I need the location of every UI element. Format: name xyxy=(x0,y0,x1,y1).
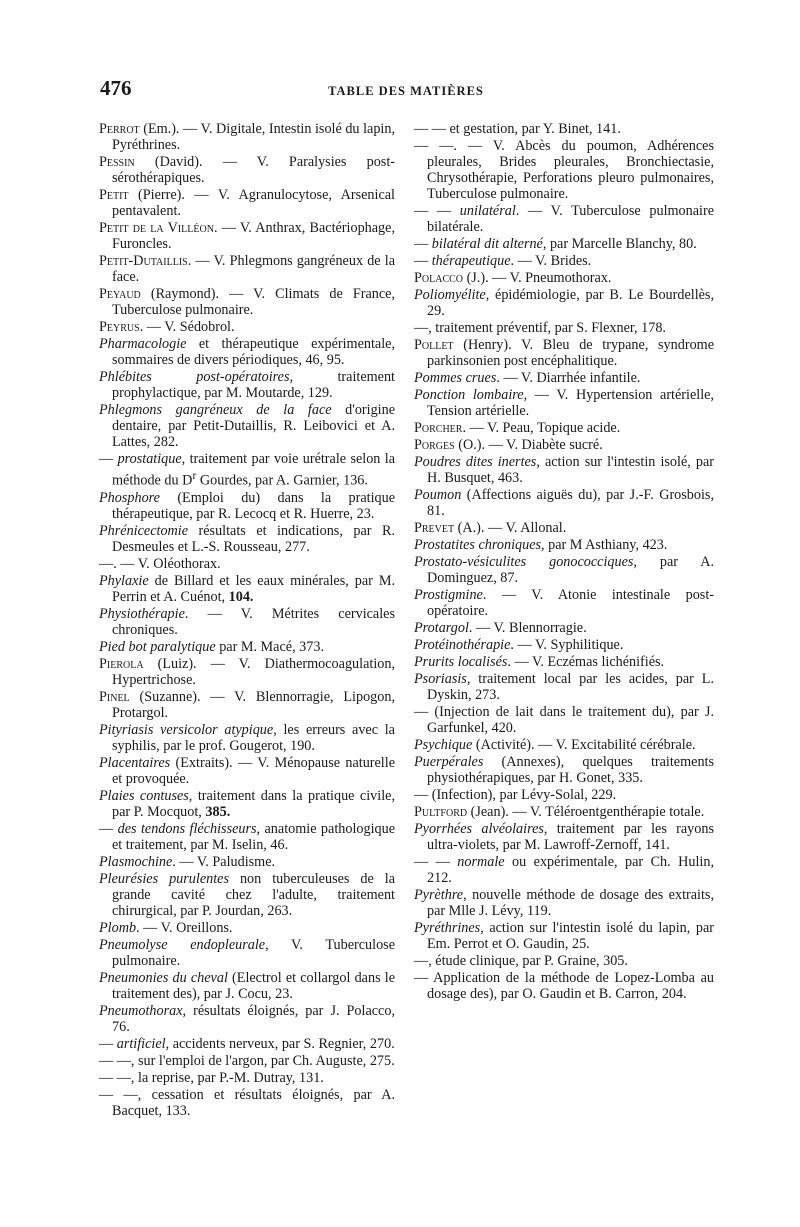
index-entry: Pneumonies du cheval (Electrol et collargol dans le traitement des), par J. Cocu, 23. xyxy=(99,969,395,1002)
running-title: TABLE DES MATIÈRES xyxy=(328,84,484,98)
index-entry: Porges (O.). — V. Diabète sucré. xyxy=(414,437,603,453)
index-entry: — —. — V. Abcès du poumon, Adhérences pleurales, Brides pleurales, Bronchiectasie, Chrysothérapie, Perforations pleuro pulmonaires, Tuberculose pulmonaire. xyxy=(414,138,714,202)
index-entry: Pneumothorax, résultats éloignés, par J. Polacco, 76. xyxy=(99,1002,395,1035)
index-entry: Plasmochine. — V. Paludisme. xyxy=(99,853,276,870)
index-entry: — (Injection de lait dans le traitement du), par J. Garfunkel, 420. xyxy=(414,704,714,736)
index-entry: Peyaud (Raymond). — V. Climats de France, Tuberculose pulmonaire. xyxy=(99,286,395,318)
index-entry: Pleurésies purulentes non tuberculeuses de la grande cavité chez l'adulte, traitement chirurgical, par P. Jourdan, 263. xyxy=(99,870,395,919)
index-entry: — — unilatéral. — V. Tuberculose pulmonaire bilatérale. xyxy=(414,203,715,235)
index-entry: Psoriasis, traitement local par les acides, par L. Dyskin, 273. xyxy=(414,671,714,703)
index-entry: — thérapeutique. — V. Brides. xyxy=(414,253,592,269)
index-entry: Pied bot paralytique par M. Macé, 373. xyxy=(99,638,324,655)
index-entry: —, étude clinique, par P. Graine, 305. xyxy=(414,953,628,969)
index-entry: Porcher. — V. Peau, Topique acide. xyxy=(414,420,621,436)
index-entry: Phylaxie de Billard et les eaux minérales, par M. Perrin et A. Cuénot, 104. xyxy=(99,572,395,605)
index-entry: — Application de la méthode de Lopez-Lomba au dosage des), par O. Gaudin et B. Carron, 204. xyxy=(414,970,714,1002)
index-entry: Placentaires (Extraits). — V. Ménopause naturelle et provoquée. xyxy=(99,754,395,787)
index-entry: Prurits localisés. — V. Eczémas lichénifiés. xyxy=(414,654,665,670)
index-entry: Ponction lombaire, — V. Hypertension artérielle, Tension artérielle. xyxy=(414,387,714,419)
index-entry: Perrot (Em.). — V. Digitale, Intestin isolé du lapin, Pyréthrines. xyxy=(99,121,395,153)
index-entry: Petit de la Villéon. — V. Anthrax, Bactériophage, Furoncles. xyxy=(99,220,395,252)
index-entry: Pyréthrines, action sur l'intestin isolé du lapin, par Em. Perrot et O. Gaudin, 25. xyxy=(414,920,714,952)
index-entry: Phrénicectomie résultats et indications, par R. Desmeules et L.-S. Rousseau, 277. xyxy=(99,522,395,555)
right-index-column xyxy=(414,121,714,1003)
index-entry: Prostatites chroniques, par M Asthiany, 423. xyxy=(414,537,668,553)
index-entry: — —, la reprise, par P.-M. Dutray, 131. xyxy=(99,1069,324,1086)
index-entry: —. — V. Oléothorax. xyxy=(99,555,221,572)
index-entry: Prostigmine. — V. Atonie intestinale post-opératoire. xyxy=(414,587,714,619)
index-entry: Pyorrhées alvéolaires, traitement par les rayons ultra-violets, par M. Lawroff-Zernoff, 141. xyxy=(414,821,714,853)
index-entry: Poliomyélite, épidémiologie, par B. Le Bourdellès, 29. xyxy=(414,287,714,319)
index-entry: Pessin (David). — V. Paralysies post-sérothérapiques. xyxy=(99,154,395,186)
index-entry: Phlegmons gangréneux de la face d'origine dentaire, par Petit-Dutaillis, R. Leibovici et A. Lattes, 282. xyxy=(99,402,395,450)
index-entry: Pinel (Suzanne). — V. Blennorragie, Lipogon, Protargol. xyxy=(99,688,395,721)
index-entry: Pommes crues. — V. Diarrhée infantile. xyxy=(414,370,641,386)
index-entry: Pierola (Luiz). — V. Diathermocoagulation, Hypertrichose. xyxy=(99,655,395,688)
index-entry: Protargol. — V. Blennorragie. xyxy=(414,620,587,636)
index-entry: Polacco (J.). — V. Pneumothorax. xyxy=(414,270,612,286)
index-entry: Pharmacologie et thérapeutique expérimentale, sommaires de divers périodiques, 46, 95. xyxy=(99,336,395,368)
index-entry: — —, sur l'emploi de l'argon, par Ch. Auguste, 275. xyxy=(99,1052,395,1069)
index-entry: Poumon (Affections aiguës du), par J.-F. Grosbois, 81. xyxy=(414,487,714,519)
index-entry: Psychique (Activité). — V. Excitabilité cérébrale. xyxy=(414,737,696,753)
index-entry: — prostatique, traitement par voie urétrale selon la méthode du $D^r$ Gourdes, par A. Garnier, 136. xyxy=(99,451,395,489)
index-entry: — artificiel, accidents nerveux, par S. Regnier, 270. xyxy=(99,1035,395,1052)
index-entry: Phosphore (Emploi du) dans la pratique thérapeutique, par R. Lecocq et R. Huerre, 23. xyxy=(99,489,395,522)
index-entry: Pultford (Jean). — V. Téléroentgenthérapie totale. xyxy=(414,804,705,820)
index-entry: Pneumolyse endopleurale, V. Tuberculose pulmonaire. xyxy=(99,936,395,969)
index-entry: — —, cessation et résultats éloignés, par A. Bacquet, 133. xyxy=(99,1086,395,1119)
index-entry: — — et gestation, par Y. Binet, 141. xyxy=(414,121,621,137)
index-entry: Prostato-vésiculites gonococciques, par A. Dominguez, 87. xyxy=(414,554,714,586)
page-header xyxy=(100,76,712,102)
index-entry: — bilatéral dit alterné, par Marcelle Blanchy, 80. xyxy=(414,236,697,252)
index-entry: Peyrus. — V. Sédobrol. xyxy=(99,319,235,335)
index-entry: Pityriasis versicolor atypique, les erreurs avec la syphilis, par le prof. Gougerot, 190. xyxy=(99,721,395,754)
index-entry: Protéinothérapie. — V. Syphilitique. xyxy=(414,637,624,653)
index-entry: — (Infection), par Lévy-Solal, 229. xyxy=(414,787,617,803)
index-entry: — des tendons fléchisseurs, anatomie pathologique et traitement, par M. Iselin, 46. xyxy=(99,820,396,853)
left-index-column xyxy=(99,121,395,1120)
index-entry: Pyrèthre, nouvelle méthode de dosage des extraits, par Mlle J. Lévy, 119. xyxy=(414,887,714,919)
index-entry: Puerpérales (Annexes), quelques traitements physiothérapiques, par H. Gonet, 335. xyxy=(414,754,714,786)
index-entry: Pollet (Henry). V. Bleu de trypane, syndrome parkinsonien post encéphalitique. xyxy=(414,337,714,369)
index-entry: Plomb. — V. Oreillons. xyxy=(99,919,233,936)
index-entry: — — normale ou expérimentale, par Ch. Hulin, 212. xyxy=(414,854,715,886)
index-entry: Plaies contuses, traitement dans la pratique civile, par P. Mocquot, 385. xyxy=(99,787,395,820)
index-entry: Poudres dites inertes, action sur l'intestin isolé, par H. Busquet, 463. xyxy=(414,454,714,486)
index-entry: Petit-Dutaillis. — V. Phlegmons gangréneux de la face. xyxy=(99,253,395,285)
index-entry: Prevet (A.). — V. Allonal. xyxy=(414,520,567,536)
index-entry: Petit (Pierre). — V. Agranulocytose, Arsenical pentavalent. xyxy=(99,187,395,219)
index-entry: Phlébites post-opératoires, traitement prophylactique, par M. Moutarde, 129. xyxy=(99,369,395,401)
index-entry: Physiothérapie. — V. Métrites cervicales chroniques. xyxy=(99,605,395,638)
index-entry: —, traitement préventif, par S. Flexner, 178. xyxy=(414,320,666,336)
page-number: 476 xyxy=(100,76,132,100)
